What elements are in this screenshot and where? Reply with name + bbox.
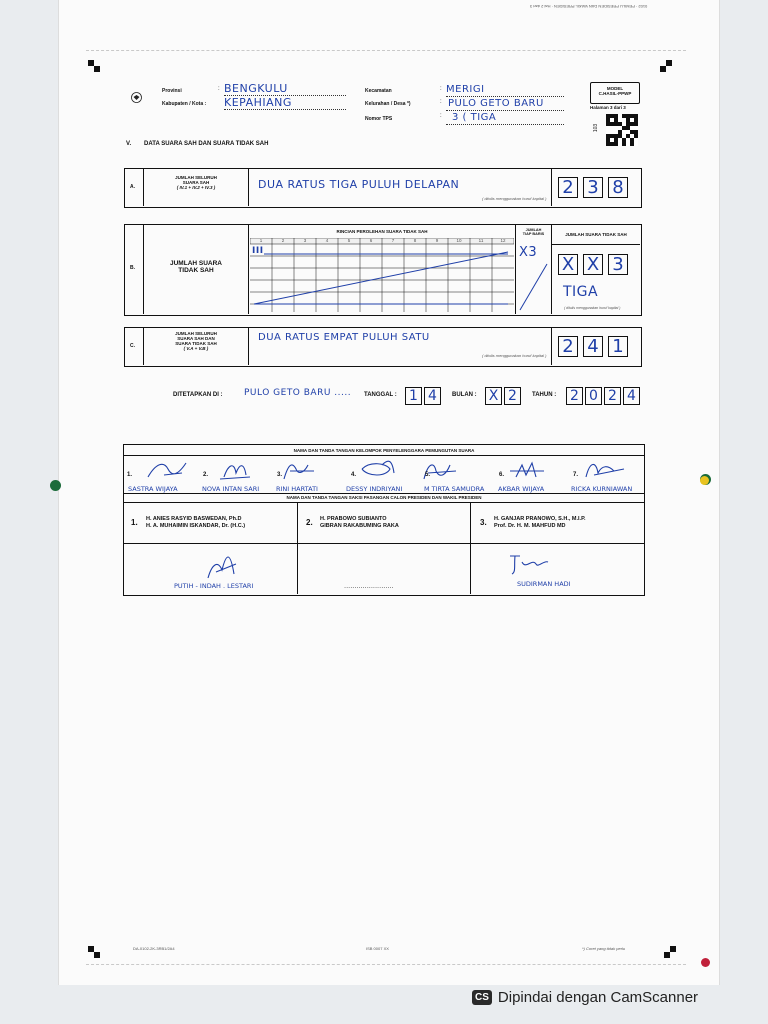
row-c-words: DUA RATUS EMPAT PULUH SATU [258,332,430,343]
saksi-pair-2: H. PRABOWO SUBIANTO GIBRAN RAKABUMING RAKA [320,516,399,529]
ditetapkan-place: PULO GETO BARU ..... [244,388,352,398]
footer-left-code: DA-0102-2K-3RB1/2A4 [133,946,175,951]
row-b-digit-1: X [558,254,578,275]
kpps-name-4: DESSY INDRIYANI [346,485,403,493]
tanggal-label: TANGGAL : [364,392,397,398]
provinsi-colon: : [218,86,220,92]
tanggal-digit-1: 1 [405,387,422,405]
row-c-digit-3: 1 [608,336,628,357]
row-c-divider-2 [248,327,249,365]
tahun-digit-1: 2 [566,387,583,405]
kelurahan-underline [446,110,564,111]
model-line1: MODEL [606,86,624,91]
row-a-label: JUMLAH SELURUH SUARA SAH ( IV.1 + IV.2 + IV.3 ) [175,175,217,190]
kecamatan-underline [446,96,564,97]
kpps-title: NAMA DAN TANDA TANGAN KELOMPOK PENYELENGGARA PEMUNGUTAN SUARA [293,448,475,453]
tps-underline [446,124,564,125]
tahun-digit-2: 0 [585,387,602,405]
saksi-signatures [124,544,644,584]
kabupaten-label: Kabupaten / Kota : [162,101,207,107]
ditetapkan-label: DITETAPKAN DI : [173,392,223,398]
jumlah-suara-tidak-sah-title: JUMLAH SUARA TIDAK SAH [565,232,627,237]
top-note: 0102 · PEMILU PRESIDEN DAN WAKIL PRESIDEN · Hal 2 dari 3 [530,4,648,9]
kecamatan-label: Kecamatan [365,88,392,94]
pin-bottom-right [701,958,710,967]
tps-colon: : [440,113,442,119]
section-number: V. [126,141,132,147]
kecamatan-colon: : [440,86,442,92]
tahun-label: TAHUN : [532,392,557,398]
row-c-digit-1: 2 [558,336,578,357]
reg-mark-br [664,946,676,958]
page-of: Halaman 3 dari 3 [590,105,626,110]
row-c-digit-2: 4 [583,336,603,357]
kpps-no-7: 7. [573,472,579,478]
saksi-witness-3: SUDIRMAN HADI [517,580,571,588]
kpps-no-6: 6. [499,472,505,478]
kabupaten-underline [224,109,346,110]
pin-left [50,480,61,491]
footer-center: ISB 0007 XX [366,946,389,951]
qr-code [606,114,638,146]
row-a-digit-1: 2 [558,177,578,198]
reg-mark-tr [660,60,672,72]
kpps-name-6: AKBAR WIJAYA [498,485,545,493]
kpps-no-3: 3. [277,472,283,478]
qr-side-text: 103 [593,123,600,133]
row-b-divider-2 [248,224,249,314]
tps-label: Nomor TPS [365,116,393,122]
row-a-digit-2: 3 [583,177,603,198]
saksi-title-divider-top [124,493,644,494]
tanggal-digit-2: 4 [424,387,441,405]
section-title: DATA SUARA SAH DAN SUARA TIDAK SAH [144,141,269,147]
row-a-words-note: ( ditulis menggunakan huruf kapital ) [482,196,547,201]
kelurahan-label: Kelurahan / Desa *) [365,101,411,107]
row-b-label: JUMLAH SUARA TIDAK SAH [170,260,222,274]
camscanner-logo-icon: CS [472,990,492,1005]
kpps-no-2: 2. [203,472,209,478]
tally-col-numbers: 1 2 3 4 5 6 7 8 9 10 11 12 [259,238,506,243]
kpps-no-1: 1. [127,472,133,478]
provinsi-value: BENGKULU [224,82,288,95]
saksi-pair-1: H. ANIES RASYID BASWEDAN, Ph.D H. A. MUHAIMIN ISKANDAR, Dr. (H.C.) [146,516,246,529]
jumlah-title-divider [551,244,640,245]
row-a-digit-3: 8 [608,177,628,198]
footer-right: *) Coret yang tidak perlu [582,946,626,951]
reg-mark-bl [88,946,100,958]
saksi-no-1: 1. [131,518,138,527]
kpps-name-3: RINI HARTATI [276,485,318,493]
row-b-words: TIGA [563,284,599,300]
row-b-letter: B. [130,265,135,271]
saksi-pair-3: H. GANJAR PRANOWO, S.H., M.I.P. Prof. Dr. H. M. MAHFUD MD [494,516,586,529]
provinsi-label: Provinsi [162,88,182,94]
row-count: X3 [519,245,538,260]
row-c-words-note: ( ditulis menggunakan huruf kapital ) [482,353,547,358]
row-b-digit-3: 3 [608,254,628,275]
model-line2: C.HASIL-PPWP [598,91,632,96]
saksi-title: NAMA DAN TANDA TANGAN SAKSI PASANGAN CALON PRESIDEN DAN WAKIL PRESIDEN [286,495,482,500]
tally-grid [250,238,514,312]
tahun-digit-4: 4 [623,387,640,405]
saksi-witness-1: PUTIH - INDAH . LESTARI [174,582,254,590]
rincian-title: RINCIAN PEROLEHAN SUARA TIDAK SAH [336,229,428,234]
saksi-no-2: 2. [306,518,313,527]
row-c-letter: C. [130,343,135,349]
kpps-name-7: RICKA KURNIAWAN [571,485,633,493]
saksi-witness-2: ........................ [344,582,394,590]
camscanner-watermark [472,982,698,1012]
kecamatan-value: MERIGI [446,84,485,95]
row-a-letter: A. [130,184,135,190]
tahun-digit-3: 2 [604,387,621,405]
kelurahan-colon: : [440,99,442,105]
row-a-divider-3 [551,168,552,206]
bottom-dotline [86,964,686,965]
kpps-no-4: 4. [351,472,357,478]
row-a-words: DUA RATUS TIGA PULUH DELAPAN [258,178,460,191]
jumlah-tiap-baris: JUMLAH TIAP BARIS [522,228,545,236]
kpps-name-1: SASTRA WIJAYA [128,485,178,493]
kpps-name-2: NOVA INTAN SARI [202,485,260,493]
row-count-slash [516,262,551,312]
garuda-emblem-icon [131,90,142,101]
bulan-label: BULAN : [452,392,477,398]
camscanner-text: Dipindai dengan CamScanner [497,988,699,1006]
row-c-divider-1 [143,327,144,365]
bulan-digit-2: 2 [504,387,521,405]
kabupaten-value: KEPAHIANG [224,96,292,109]
row-b-digit-2: X [583,254,603,275]
pin-right-yellow [700,476,709,485]
kpps-name-5: M TIRTA SAMUDRA [424,485,485,493]
reg-mark-tl [88,60,100,72]
tps-value: 3 ( TIGA [452,112,497,123]
row-b-divider-1 [143,224,144,314]
row-c-label: JUMLAH SELURUH SUARA SAH DAN SUARA TIDAK SAH ( V.A + V.B ) [175,331,217,351]
row-b-divider-4 [551,224,552,314]
model-box [590,82,640,104]
kelurahan-value: PULO GETO BARU [448,98,544,109]
kpps-no-5: 5. [425,472,431,478]
bulan-digit-1: X [485,387,502,405]
saksi-no-3: 3. [480,518,487,527]
saksi-title-divider [124,502,644,503]
row-c-divider-3 [551,327,552,365]
row-b-words-note: ( ditulis menggunakan huruf kapital ) [564,306,621,310]
tally-mark: III [252,246,264,256]
top-dotline [86,50,686,51]
row-a-divider-1 [143,168,144,206]
row-a-divider-2 [248,168,249,206]
